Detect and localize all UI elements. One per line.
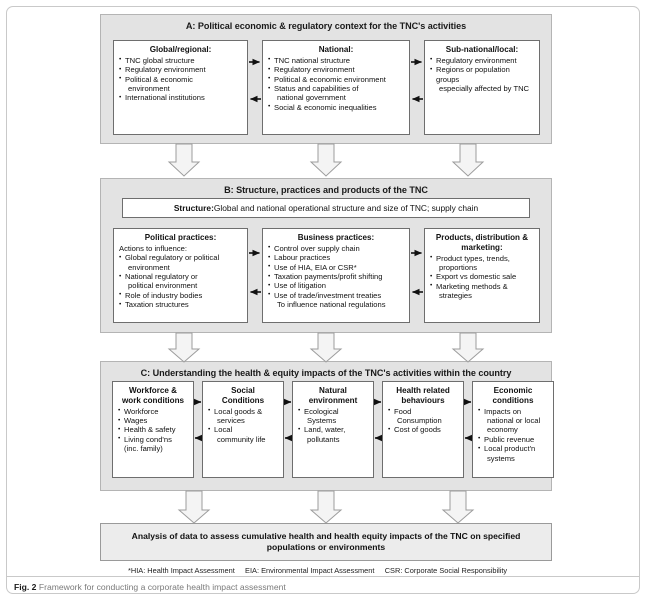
abbreviations-footnote: *HIA: Health Impact Assessment EIA: Environmental Impact Assessment CSR: Corporate Social Responsibility bbox=[128, 566, 508, 575]
box-global-regional bbox=[113, 40, 248, 135]
box-natural-heading-2: environment bbox=[308, 395, 358, 405]
section-a-title: A: Political economic & regulatory context for the TNC's activities bbox=[185, 21, 467, 31]
list-item: • Public revenue bbox=[478, 435, 548, 444]
list-item: • TNC global structure bbox=[119, 56, 242, 65]
list-item: • Health & safety bbox=[118, 425, 188, 434]
list-item: • Export vs domestic sale bbox=[430, 272, 534, 281]
list-item: • Use of litigation bbox=[268, 281, 404, 290]
section-b-title: B: Structure, practices and products of the TNC bbox=[224, 185, 428, 195]
box-natural-environment bbox=[292, 381, 374, 478]
box-health-heading-2: behaviours bbox=[401, 395, 445, 405]
list-item: community life bbox=[217, 434, 266, 444]
block-arrow-c-to-analysis-left bbox=[179, 491, 209, 523]
list-item: • Regulatory environment bbox=[268, 65, 404, 74]
block-arrow-b-to-c-left bbox=[169, 333, 199, 362]
box-social-heading-2: Conditions bbox=[221, 395, 265, 405]
list-item: economy bbox=[487, 425, 518, 435]
list-item: Consumption bbox=[397, 416, 442, 425]
list-item: strategies bbox=[439, 291, 472, 301]
section-c-title: C: Understanding the health & equity impacts of the TNC's activities within the country bbox=[140, 368, 512, 378]
box-national bbox=[262, 40, 410, 135]
list-item: • Social & economic inequalities bbox=[268, 103, 404, 112]
block-arrow-a-to-b-right bbox=[453, 144, 483, 176]
box-political-practices bbox=[113, 228, 248, 323]
list-item: • Regulatory environment bbox=[119, 65, 242, 74]
block-arrow-a-to-b-left bbox=[169, 144, 199, 176]
list-item: • Regulatory environment bbox=[430, 56, 534, 65]
box-health-heading: Health related bbox=[396, 386, 450, 395]
box-political-practices-lead: Actions to influence: bbox=[119, 243, 187, 253]
list-item: national government bbox=[277, 93, 346, 103]
box-political-practices-heading: Political practices: bbox=[144, 233, 217, 242]
box-business-practices bbox=[262, 228, 410, 323]
list-item: • Political & economic bbox=[119, 75, 242, 84]
list-item: • Marketing methods & bbox=[430, 282, 534, 291]
box-economic-heading-2: conditions bbox=[492, 395, 534, 405]
list-item: • Ecological bbox=[298, 407, 368, 416]
box-workforce-heading-2: work conditions bbox=[121, 395, 185, 405]
box-products-heading: Products, distribution & bbox=[435, 233, 529, 242]
box-health-related-behaviours bbox=[382, 381, 464, 478]
box-global-regional-heading: Global/regional: bbox=[149, 45, 212, 54]
list-item: • Product types, trends, bbox=[430, 254, 534, 263]
box-workforce-work-conditions bbox=[112, 381, 194, 478]
list-item: • International institutions bbox=[119, 93, 242, 102]
list-item: • Control over supply chain bbox=[268, 244, 404, 253]
box-social-conditions bbox=[202, 381, 284, 478]
structure-text: Global and national operational structure and size of TNC; supply chain bbox=[213, 203, 479, 213]
block-arrow-b-to-c-right bbox=[453, 333, 483, 362]
list-item: • Workforce bbox=[118, 407, 188, 416]
box-natural-heading: Natural bbox=[319, 386, 347, 395]
box-sub-national-local bbox=[424, 40, 540, 135]
block-arrow-c-to-analysis-right bbox=[443, 491, 473, 523]
list-item: • Labour practices bbox=[268, 253, 404, 262]
block-arrow-b-to-c-center bbox=[311, 333, 341, 362]
list-item: • Food bbox=[388, 407, 458, 416]
box-economic-conditions bbox=[472, 381, 554, 478]
structure-label: Structure: bbox=[173, 203, 214, 213]
list-item: • Local product'n bbox=[478, 444, 548, 453]
list-item: environment bbox=[128, 84, 170, 94]
list-item: • Land, water, bbox=[298, 425, 368, 434]
block-arrow-a-to-b-center bbox=[311, 144, 341, 176]
list-item: • Cost of goods bbox=[388, 425, 458, 434]
list-item: • Impacts on bbox=[478, 407, 548, 416]
figure-caption bbox=[14, 582, 286, 592]
analysis-text: Analysis of data to assess cumulative health and health equity impacts of the TNC on specified populations or environments bbox=[131, 530, 521, 552]
list-item: • Wages bbox=[118, 416, 188, 425]
list-item: national or local bbox=[487, 416, 541, 425]
box-products-distribution-marketing bbox=[424, 228, 540, 323]
list-item: (inc. family) bbox=[124, 444, 163, 454]
list-item: • TNC national structure bbox=[268, 56, 404, 65]
list-item: • Local bbox=[208, 425, 278, 434]
list-item: especially affected by TNC bbox=[439, 84, 530, 94]
list-item: • Role of industry bodies bbox=[119, 291, 242, 300]
box-economic-heading: Economic bbox=[493, 386, 533, 395]
figure-caption-text: Framework for conducting a corporate health impact assessment bbox=[38, 582, 286, 592]
box-sub-national-local-heading: Sub-national/local: bbox=[445, 45, 519, 54]
box-business-practices-heading: Business practices: bbox=[297, 233, 375, 242]
structure-bar bbox=[122, 198, 530, 218]
box-national-heading: National: bbox=[318, 45, 354, 54]
analysis-summary-box bbox=[100, 523, 552, 561]
list-item: systems bbox=[487, 453, 515, 463]
list-item: • Local goods & bbox=[208, 407, 278, 416]
list-item: • Regions or population groups bbox=[430, 65, 534, 84]
block-arrow-c-to-analysis-center bbox=[311, 491, 341, 523]
list-item: • National regulatory or bbox=[119, 272, 242, 281]
list-item: • Status and capabilities of bbox=[268, 84, 404, 93]
list-item: • Taxation payments/profit shifting bbox=[268, 272, 404, 281]
list-item: To influence national regulations bbox=[277, 300, 386, 310]
caption-divider bbox=[7, 576, 640, 577]
list-item: proportions bbox=[439, 263, 477, 272]
list-item: political environment bbox=[128, 281, 198, 291]
box-workforce-heading: Workforce & bbox=[129, 386, 177, 395]
box-social-heading: Social bbox=[231, 386, 255, 395]
list-item: Systems bbox=[307, 416, 337, 425]
list-item: services bbox=[217, 416, 245, 425]
list-item: • Living cond'ns bbox=[118, 435, 188, 444]
list-item: • Use of HIA, EIA or CSR* bbox=[268, 263, 404, 272]
figure-caption-label: Fig. 2 bbox=[14, 582, 37, 592]
list-item: pollutants bbox=[307, 434, 340, 444]
list-item: • Global regulatory or political bbox=[119, 253, 242, 262]
box-products-heading-2: marketing: bbox=[461, 242, 503, 252]
list-item: • Political & economic environment bbox=[268, 75, 404, 84]
list-item: environment bbox=[128, 262, 170, 272]
list-item: • Taxation structures bbox=[119, 300, 242, 309]
list-item: • Use of trade/investment treaties bbox=[268, 291, 404, 300]
